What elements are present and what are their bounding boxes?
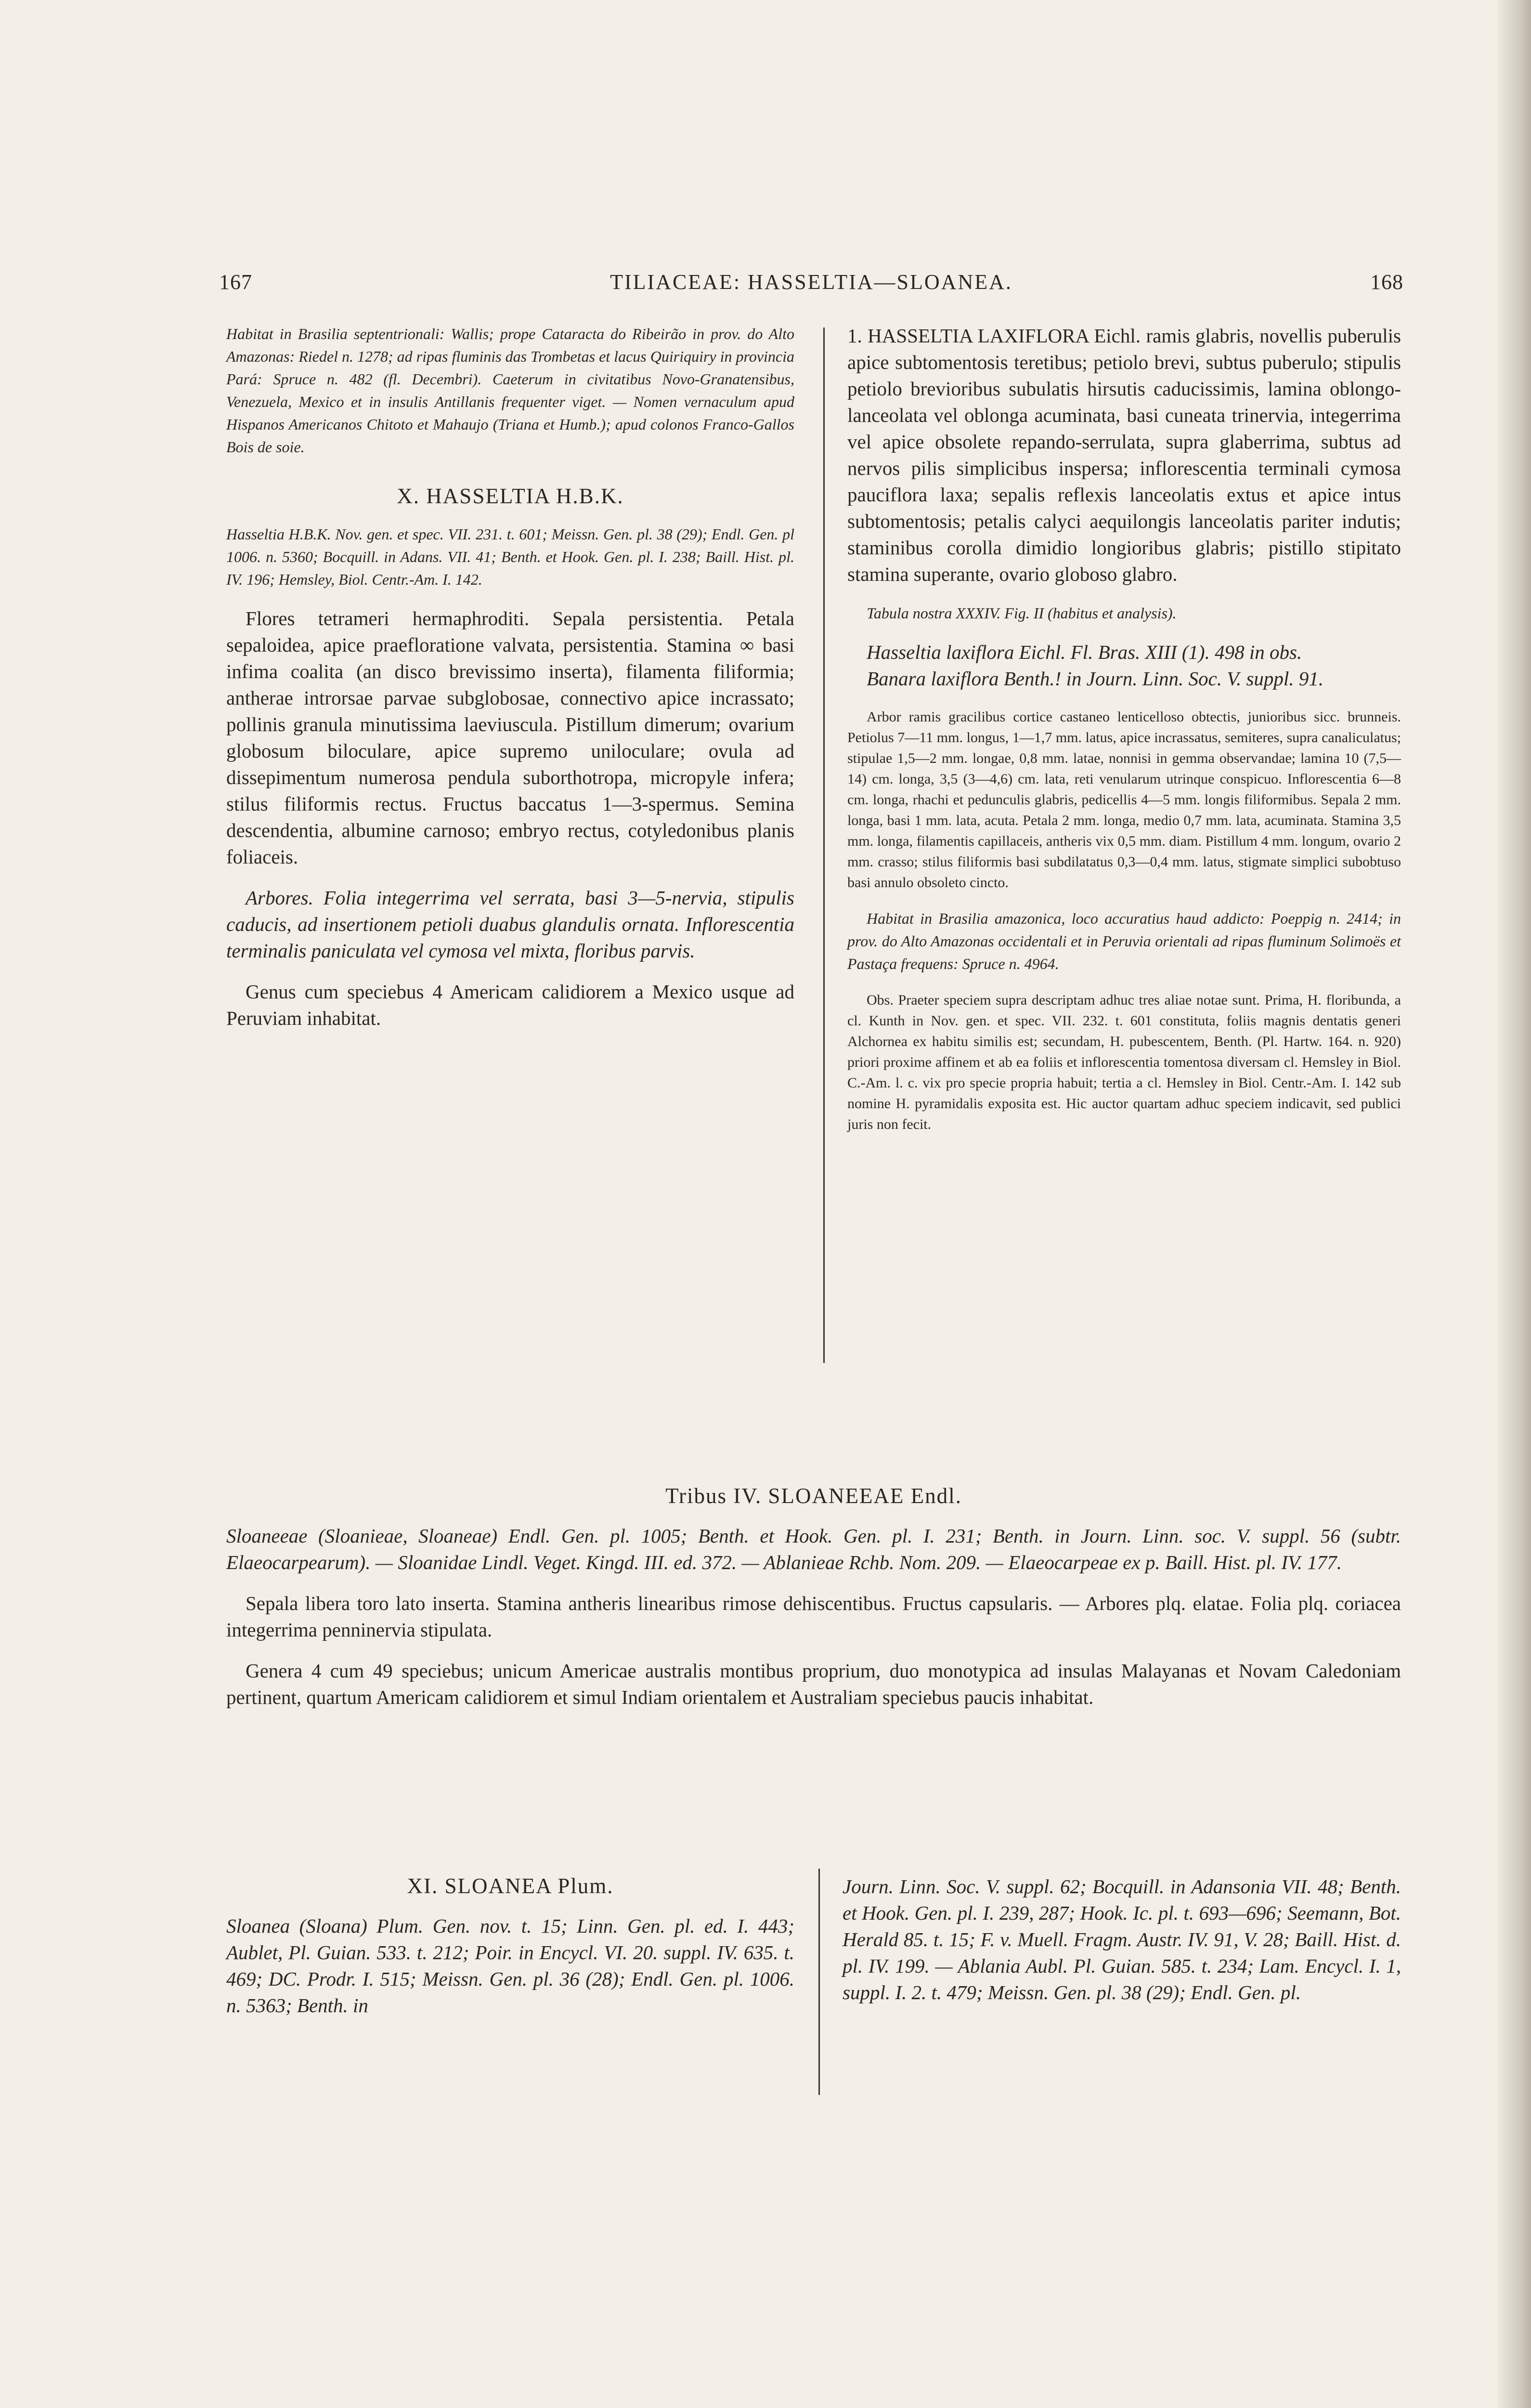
page-edge <box>1497 0 1531 2408</box>
genus-distribution: Genus cum speciebus 4 Americam calidiorem a Mexico usque ad Peruviam inhabitat. <box>226 981 794 1029</box>
plate-reference: Tabula nostra XXXIV. Fig. II (habitus et analysis). <box>867 604 1177 622</box>
page-number-right: 168 <box>1370 270 1403 294</box>
species-synonym-1: Hasseltia laxiflora Eichl. Fl. Bras. XIII (1). 498 in obs. <box>867 641 1302 663</box>
species-observation: Obs. Praeter speciem supra descriptam adhuc tres aliae notae sunt. Prima, H. floribunda, a cl. Kunth in Nov. gen. et spec. VII. 232. t. 601 constituta, foliis magnis dentatis generi Alchornea ex habitu similis est; secundam, H. pubescentem, Benth. (Pl. Hartw. 164. n. 920) priori proxime affinem et ab ea foliis et inflorescentia tomentosa diversam cl. Hemsley in Biol. C.-Am. l. c. vix pro specie propria habuit; tertia a cl. Hemsley in Biol. Centr.-Am. I. 142 sub nomine H. pyramidalis exposita est. Hic auctor quartam adhuc speciem indicavit, sed publici juris non fecit. <box>847 992 1401 1132</box>
genus-title: X. HASSELTIA H.B.K. <box>397 484 624 508</box>
species-synonym-2: Banara laxiflora Benth.! in Journ. Linn. Soc. V. suppl. 91. <box>867 667 1324 690</box>
right-column <box>847 323 1401 1135</box>
species-measurements: Arbor ramis gracilibus cortice castaneo lenticelloso obtectis, junioribus sicc. brunneis. Petiolus 7—11 mm. longus, 1—1,7 mm. latus, apice incrassatus, semiteres, supra canaliculatus; stipulae 1,5—2 mm. longae, 0,8 mm. latae, nonnisi in gemma observandae; lamina 10 (7,5—14) cm. longa, 3,5 (3—4,6) cm. lata, reti venularum utrinque conspicuo. Inflorescentia 6—8 cm. longa, rhachi et pedunculis glabris, pedicellis 4—5 mm. longis filiformibus. Sepala 2 mm. longa, basi 1 mm. lata, acuta. Petala 2 mm. longa, medio 0,7 mm. lata, acuminata. Stamina 3,5 mm. longa, filamentis capillaceis, antheris vix 0,5 mm. diam. Pistillum 4 mm. longum, ovario 2 mm. crasso; stilus filiformis basi subdilatatus 0,3—0,4 mm. latus, stigmate simplici subobtuso basi annulo obsoleto cincto. <box>847 709 1401 890</box>
sloanea-synonymy-left: Sloanea (Sloana) Plum. Gen. nov. t. 15; Linn. Gen. pl. ed. I. 443; Aublet, Pl. Guian. 533. t. 212; Poir. in Encycl. VI. 20. suppl. IV. 635. t. 469; DC. Prodr. I. 515; Meissn. Gen. pl. 36 (28); Endl. Gen. pl. 1006. n. 5363; Benth. in <box>226 1915 794 2016</box>
genus-description: Flores tetrameri hermaphroditi. Sepala persistentia. Petala sepaloidea, apice praefloratione valvata, persistentia. Stamina ∞ basi infima coalita (an disco brevissimo inserta), filamenta filiformia; antherae introrsae parvae subglobosae, connectivo apice incrassato; pollinis granula minutissima laeviuscula. Pistillum dimerum; ovarium globosum biloculare, apice supremo uniloculare; ovula ad dissepimentum numerosa pendula suborthotropa, micropyle infera; stilus filiformis rectus. Fructus baccatus 1—3-spermus. Semina descendentia, albumine carnoso; embryo rectus, cotyledonibus planis foliaceis. <box>226 607 794 868</box>
left-column <box>226 323 794 1032</box>
tribus-synonymy: Sloaneeae (Sloanieae, Sloaneae) Endl. Gen. pl. 1005; Benth. et Hook. Gen. pl. I. 231; Benth. in Journ. Linn. soc. V. suppl. 56 (subtr. Elaeocarpearum). — Sloanidae Lindl. Veget. Kingd. III. ed. 372. — Ablanieae Rchb. Nom. 209. — Elaeocarpeae ex p. Baill. Hist. pl. IV. 177. <box>226 1525 1401 1573</box>
habitat-note: Habitat in Brasilia septentrionali: Wallis; prope Cataracta do Ribeirão in prov. do Alto Amazonas: Riedel n. 1278; ad ripas fluminis das Trombetas et lacus Quiriquiry in provincia Pará: Spruce n. 482 (fl. Decembri). Caeterum in civitatibus Novo-Granatensibus, Venezuela, Mexico et in insulis Antillanis frequenter viget. — Nomen vernaculum apud Hispanos Americanos Chitoto et Mahaujo (Triana et Humb.); apud colonos Franco-Gallos Bois de soie. <box>226 325 794 456</box>
species-description: ramis glabris, novellis puberulis apice subtomentosis teretibus; petiolo brevi, subtus puberulo; stipulis petiolo brevioribus subulatis hirsutis caducissimis, lamina oblongo-lanceolata vel oblonga acuminata, basi cuneata trinervia, integerrima vel apice obsolete repando-serrulata, supra glaberrima, subtus ad nervos pilis simplicibus inspersa; inflorescentia terminali cymosa pauciflora laxa; sepalis reflexis lanceolatis extus et apice intus subtomentosis; petalis calyci aequilongis lanceolatis pariter indutis; staminibus corolla dimidio longioribus glabris; pistillo stipitato stamina superante, ovario globoso glabro. <box>847 325 1401 585</box>
sloanea-synonymy-right: Journ. Linn. Soc. V. suppl. 62; Bocquill. in Adansonia VII. 48; Benth. et Hook. Gen. pl. I. 239, 287; Hook. Ic. pl. t. 693—696; Seemann, Bot. Herald 85. t. 15; F. v. Muell. Fragm. Austr. IV. 91, V. 28; Baill. Hist. d. pl. IV. 199. — Ablania Aubl. Pl. Guian. 585. t. 234; Lam. Encycl. I. 1, suppl. I. 2. t. 479; Meissn. Gen. pl. 38 (29); Endl. Gen. pl. <box>843 1875 1401 2003</box>
page-number-left: 167 <box>219 270 252 294</box>
tribus-genera: Genera 4 cum 49 speciebus; unicum Americae australis montibus proprium, duo monotypica ad insulas Malayanas et Novam Caledoniam pertinent, quartum Americam calidiorem et simul Indiam orientalem et Australiam speciebus paucis inhabitat. <box>226 1660 1401 1708</box>
sloanea-title: XI. SLOANEA Plum. <box>407 1874 614 1898</box>
species-habitat: Habitat in Brasilia amazonica, loco accuratius haud addicto: Poeppig n. 2414; in prov. do Alto Amazonas occidentali et in Peruvia orientali ad ripas fluminum Solimoës et Pastaça frequens: Spruce n. 4964. <box>847 910 1401 972</box>
column-divider <box>823 327 825 1363</box>
tribus-characters: Sepala libera toro lato inserta. Stamina antheris linearibus rimose dehiscentibus. Fructus capsularis. — Arbores plq. elatae. Folia plq. coriacea integerrima penninervia stipulata. <box>226 1592 1401 1641</box>
sloanea-right <box>843 1873 1401 2006</box>
running-header <box>219 270 1403 308</box>
genus-synonymy: Hasseltia H.B.K. Nov. gen. et spec. VII. 231. t. 601; Meissn. Gen. pl. 38 (29); Endl. Gen. pl 1006. n. 5360; Bocquill. in Adans. VII. 41; Benth. et Hook. Gen. pl. I. 238; Baill. Hist. pl. IV. 196; Hemsley, Biol. Centr.-Am. I. 142. <box>226 525 794 588</box>
species-name: 1. HASSELTIA LAXIFLORA Eichl. <box>847 325 1141 347</box>
tribus-section <box>226 1483 1401 1711</box>
column-divider-lower <box>818 1869 820 2095</box>
running-title: TILIACEAE: HASSELTIA—SLOANEA. <box>610 270 1012 294</box>
species-heading <box>847 323 1401 588</box>
genus-habit: Arbores. Folia integerrima vel serrata, basi 3—5-nervia, stipulis caducis, ad insertionem petioli duabus glandulis ornata. Inflorescentia terminalis paniculata vel cymosa vel mixta, floribus parvis. <box>226 887 794 962</box>
tribus-title: Tribus IV. SLOANEEAE Endl. <box>665 1484 962 1508</box>
sloanea-left <box>226 1873 794 2019</box>
